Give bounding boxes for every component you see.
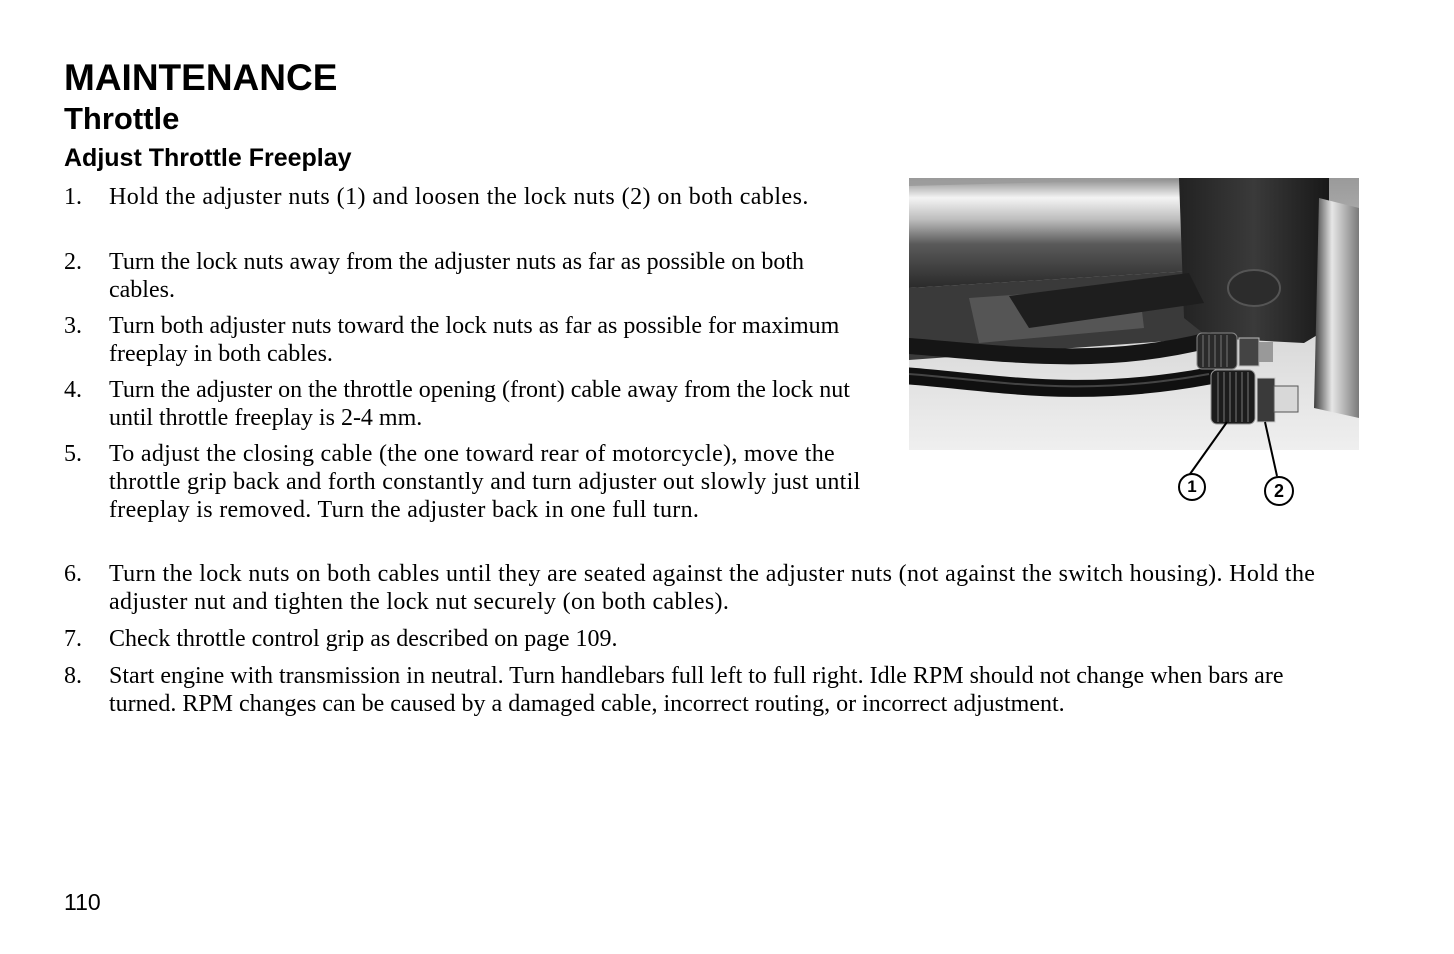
step-text: Start engine with transmission in neutral. Turn handlebars full left to full right. Idle RPM should not change when bars are turned. RPM changes can be caused by a damaged cable, incorrect routing, or incorrect adjustment. (109, 663, 1284, 717)
step-7 (64, 625, 1354, 653)
step-number: 8. (64, 663, 82, 689)
step-number: 4. (64, 377, 82, 403)
section-title: MAINTENANCE (64, 57, 338, 98)
step-4 (64, 376, 874, 432)
step-number: 1. (64, 184, 82, 210)
step-number: 3. (64, 313, 82, 339)
step-text: Turn the lock nuts on both cables until they are seated against the adjuster nuts (not against the switch housing). Hold the adjuster nut and tighten the lock nut securely (on both cables). (109, 561, 1316, 615)
step-number: 6. (64, 561, 82, 587)
callout-2 (1264, 476, 1294, 506)
step-text: To adjust the closing cable (the one toward rear of motorcycle), move the throttle grip back and forth constantly and turn adjuster out slowly just until freeplay is removed. Turn the adjuster back in one full turn. (109, 441, 861, 523)
step-text: Turn the lock nuts away from the adjuster nuts as far as possible on both cables. (109, 249, 805, 303)
step-text: Check throttle control grip as described on page 109. (109, 626, 618, 652)
procedure-title: Adjust Throttle Freeplay (64, 144, 352, 172)
step-1 (64, 183, 864, 239)
step-number: 7. (64, 626, 82, 652)
callout-1 (1178, 473, 1206, 501)
page-number: 110 (64, 889, 101, 915)
step-8 (64, 662, 1354, 746)
step-number: 5. (64, 441, 82, 467)
step-text: Turn the adjuster on the throttle opening (front) cable away from the lock nut until throttle freeplay is 2-4 mm. (109, 377, 850, 431)
step-5 (64, 440, 894, 552)
callout-1-label: 1 (1187, 477, 1197, 496)
callout-2-label: 2 (1273, 481, 1284, 501)
step-text: Hold the adjuster nuts (1) and loosen the lock nuts (2) on both cables. (109, 184, 809, 210)
step-2 (64, 248, 844, 304)
throttle-cable-photo (909, 178, 1359, 512)
step-6 (64, 560, 1354, 616)
step-3 (64, 312, 864, 368)
step-number: 2. (64, 249, 82, 275)
step-text: Turn both adjuster nuts toward the lock nuts as far as possible for maximum freeplay in both cables. (109, 313, 840, 367)
subsection-title: Throttle (64, 101, 180, 136)
